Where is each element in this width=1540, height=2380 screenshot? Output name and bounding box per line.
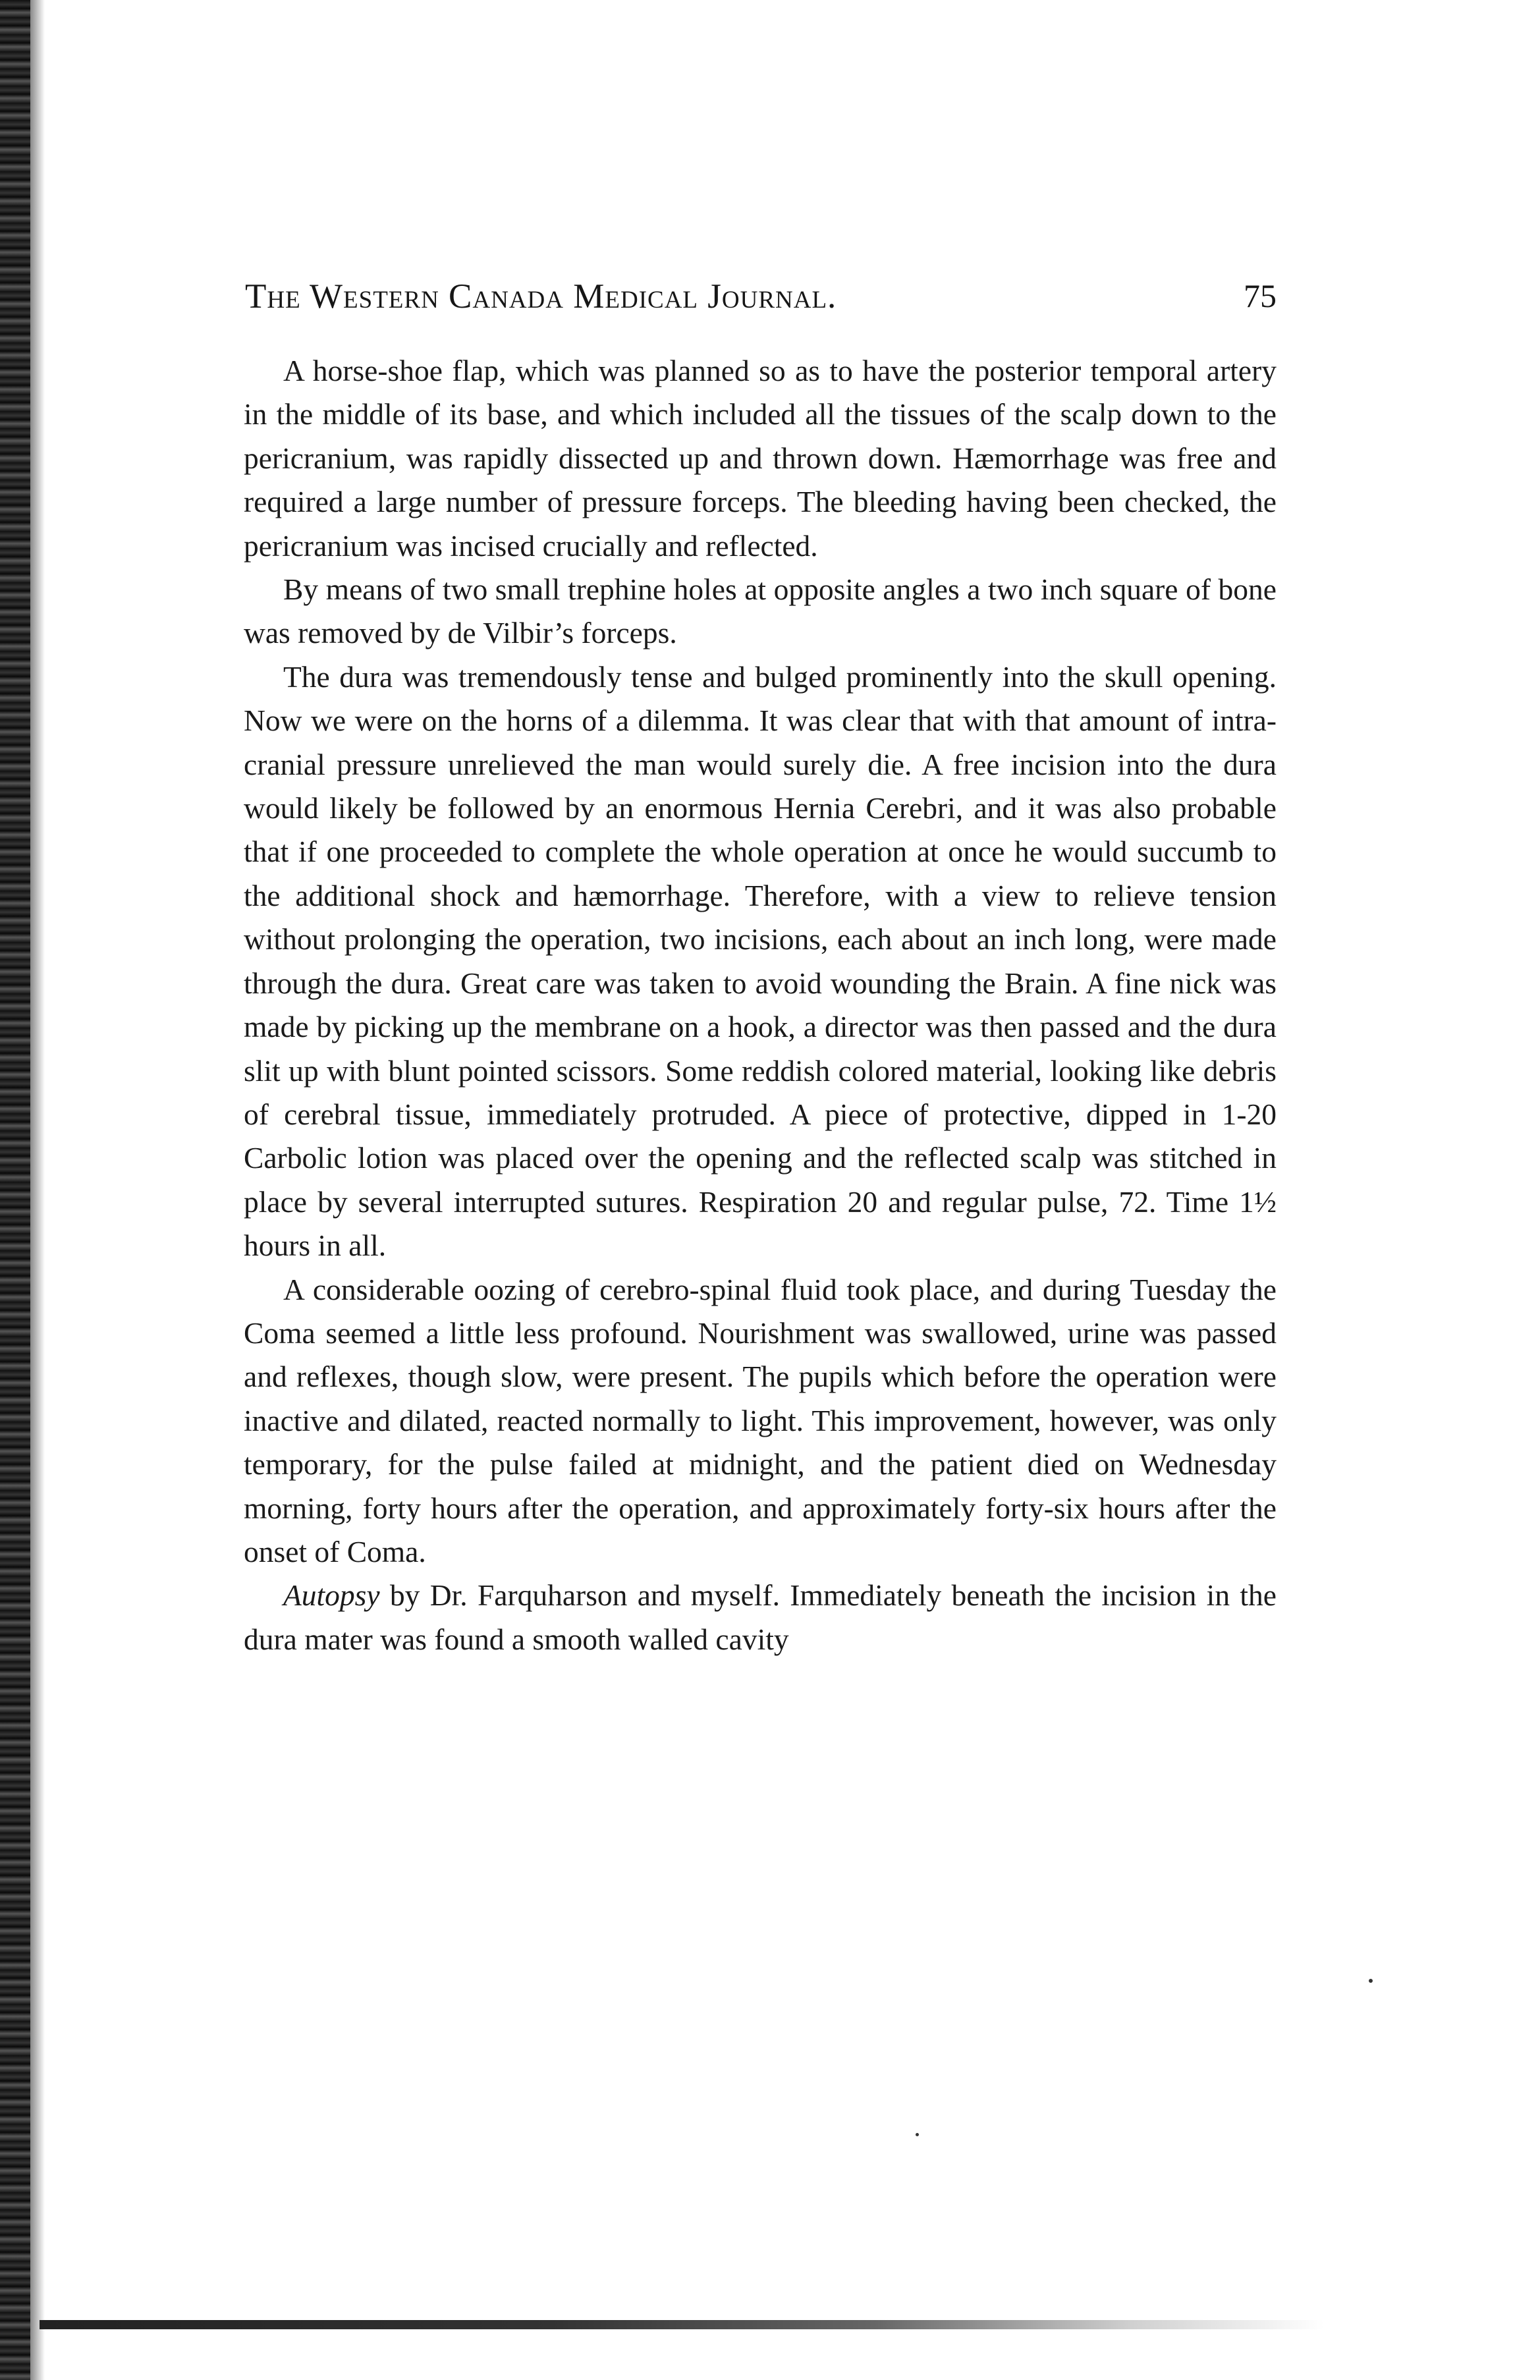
- scan-speck: [1369, 1979, 1373, 1983]
- scan-edge-shadow: [30, 0, 45, 2380]
- paragraph-trephine: By means of two small trephine holes at opposite angles a two inch square of bone was removed by de Vilbir’s forceps.: [244, 572, 1277, 650]
- scan-binding-edge: [0, 0, 30, 2380]
- paragraph-outcome: A considerable oozing of cerebro-spinal fluid took place, and during Tuesday the Coma seemed a little less profound. Nourishment was swallowed, urine was passed and reflexes, though slow, were present. The pupils which before the operation were inactive and dilated, reacted normally to light. This improvement, however, was only temporary, for the pulse failed at midnight, and the patient died on Wednesday morning, forty hours after the operation, and approximately forty-six hours after the onset of Coma.: [244, 1272, 1277, 1568]
- autopsy-lead: Autopsy: [283, 1578, 380, 1613]
- page-number: 75: [1244, 277, 1277, 314]
- journal-page: [244, 277, 1277, 1661]
- paragraph-flap: A horse-shoe flap, which was planned so as to have the posterior temporal artery in the middle of its base, and which included all the tissues of the scalp down to the pericranium, was rapidly dissected up and thrown down. Hæmorrhage was free and required a large number of pressure forceps. The bleeding having been checked, the pericranium was incised crucially and reflected.: [244, 354, 1277, 563]
- paragraph-autopsy: [244, 1574, 1277, 1661]
- journal-title: The Western Canada Medical Journal.: [245, 277, 837, 316]
- scan-bottom-rule: [40, 2320, 1324, 2329]
- running-head: [244, 277, 1277, 329]
- scan-speck: [916, 2133, 919, 2136]
- autopsy-text: by Dr. Farquharson and myself. Immediately beneath the incision in the dura mater was found a smooth walled cavity: [244, 1578, 1277, 1656]
- article-body: [244, 349, 1277, 1661]
- paragraph-dura: The dura was tremendously tense and bulged prominently into the skull opening. Now we were on the horns of a dilemma. It was clear that with that amount of intra-cranial pressure unrelieved the man would surely die. A free incision into the dura would likely be followed by an enormous Hernia Cerebri, and it was also probable that if one proceeded to complete the whole operation at once he would succumb to the additional shock and hæmorrhage. Therefore, with a view to relieve tension without prolonging the operation, two incisions, each about an inch long, were made through the dura. Great care was taken to avoid wounding the Brain. A fine nick was made by picking up the membrane on a hook, a director was then passed and the dura slit up with blunt pointed scissors. Some reddish colored material, looking like debris of cerebral tissue, immediately protruded. A piece of protective, dipped in 1-20 Carbolic lotion was placed over the opening and the reflected scalp was stitched in place by several interrupted sutures. Respiration 20 and regular pulse, 72. Time 1½ hours in all.: [244, 659, 1277, 1263]
